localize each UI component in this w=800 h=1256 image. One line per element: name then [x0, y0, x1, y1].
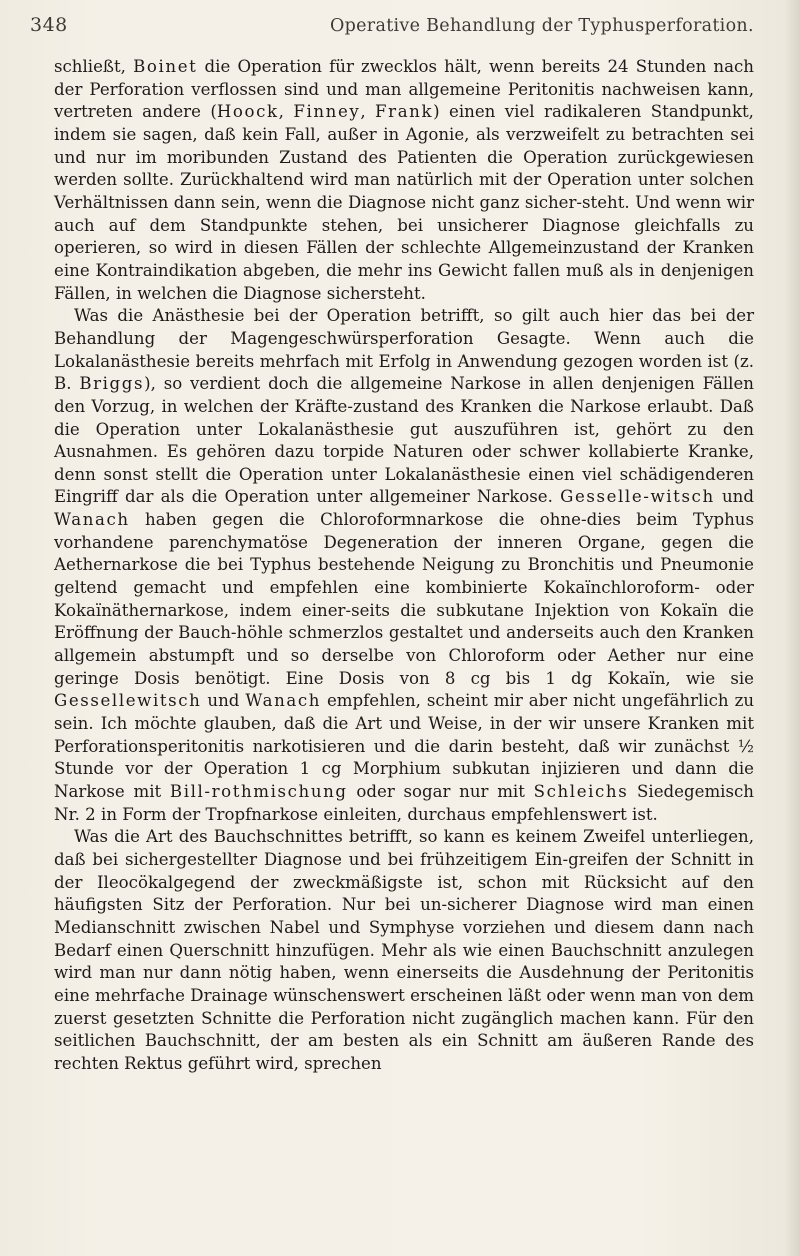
page-edge-shadow	[784, 0, 800, 1256]
text-segment: ) einen viel radikaleren Standpunkt, indem sie sagen, daß kein Fall, außer in Agonie, als verzweifelt zu betrachten sei und nur im moribunden Zustand des Patienten die Operation zurückgewiesen werden sollte. Zurückhaltend wird man natürlich mit der Operation unter solchen Verhältnissen dann sein, wenn die Diagnose nicht ganz sicher-steht. Und wenn wir auch auf dem Standpunkte stehen, bei unsicherer Diagnose gleichfalls zu operieren, so wird in diesen Fällen der schlechte Allgemeinzustand der Kranken eine Kontraindikation abgeben, die mehr ins Gewicht fallen muß als in denjenigen Fällen, in welchen die Diagnose sichersteht.	[54, 102, 754, 303]
text-segment: ), so verdient doch die allgemeine Narkose in allen denjenigen Fällen den Vorzug, in welchen der Kräfte-zustand des Kranken die Narkose erlaubt. Daß die Operation unter Lokalanästhesie gut auszuführen ist, gehört zu den Ausnahmen. Es gehören dazu torpide Naturen oder schwer kollabierte Kranke, denn sonst stellt die Operation unter Lokalanästhesie einen viel schädigenderen Eingriff dar als die Operation unter allgemeiner Narkose.	[54, 374, 754, 507]
text-segment: Was die Art des Bauchschnittes betrifft, so kann es keinem Zweifel unterliegen, daß bei sichergestellter Diagnose und bei frühzeitigem Ein-greifen der Schnitt in der Ileocökalgegend der zweckmäßigste ist, schon mit Rücksicht auf den häufigsten Sitz der Perforation. Nur bei un-sicherer Diagnose wird man einen Medianschnitt zwischen Nabel und Symphyse vorziehen und diesem dann nach Bedarf einen Querschnitt hinzufügen. Mehr als wie einen Bauchschnitt anzulegen wird man nur dann nötig haben, wenn einerseits die Ausdehnung der Peritonitis eine mehrfache Drainage wünschenswert erscheinen läßt oder wenn man von dem zuerst gesetzten Schnitte die Perforation nicht zugänglich machen kann. Für den seitlichen Bauchschnitt, der am besten als ein Schnitt am äußeren Rande des rechten Rektus geführt wird, sprechen	[54, 827, 754, 1073]
author-name: Gessellewitsch	[54, 691, 202, 711]
body-text	[54, 56, 754, 1076]
text-segment: ,	[360, 102, 376, 122]
text-segment: und	[714, 487, 754, 507]
author-name: Bill-rothmischung	[169, 782, 348, 801]
text-segment: die Operation für zwecklos hält, wenn bereits 24 Stunden nach der Perforation verflossen sind und man allgemeine Peritonitis nachweisen kann, vertreten andere (	[54, 57, 754, 122]
author-name: Wanach	[54, 510, 130, 530]
author-name: Hoock	[216, 102, 279, 122]
author-name: Boinet	[133, 57, 198, 76]
text-segment: haben gegen die Chloroformnarkose die ohne-dies beim Typhus vorhandene parenchymatöse Degeneration der inneren Organe, gegen die Aethernarkose die bei Typhus bestehende Neigung zu Bronchitis und Pneumonie geltend gemacht und empfehlen eine kombinierte Kokaïnchloroform- oder Kokaïnäthernarkose, indem einer-seits die subkutane Injektion von Kokaïn die Eröffnung der Bauch-höhle schmerzlos gestaltet und anderseits auch den Kranken allgemein abstumpft und so derselbe von Chloroform oder Aether nur eine geringe Dosis benötigt. Eine Dosis von 8 cg bis 1 dg Kokaïn, wie sie	[54, 510, 754, 688]
text-segment: ,	[278, 102, 294, 122]
text-segment: schließt,	[54, 57, 134, 76]
running-head	[30, 8, 770, 48]
author-name: Gesselle-witsch	[560, 487, 715, 507]
author-name: Finney	[293, 102, 361, 122]
text-segment: Was die Anästhesie bei der Operation betrifft, so gilt auch hier das bei der Behandlung der Magengeschwürsperforation Gesagte. Wenn auch die Lokalanästhesie bereits mehrfach mit Erfolg in Anwendung gezogen worden ist (z. B.	[54, 306, 754, 394]
paragraph-2	[54, 305, 754, 826]
author-name: Briggs	[79, 374, 145, 394]
author-name: Schleichs	[533, 782, 629, 801]
paragraph-1	[54, 56, 754, 305]
text-segment: empfehlen, scheint mir aber nicht ungefährlich zu sein. Ich möchte glauben, daß die Art und Weise, in der wir unsere Kranken mit Perforationsperitonitis narkotisieren und die darin besteht, daß wir zunächst ½ Stunde vor der Operation 1 cg Morphium subkutan injizieren und dann die Narkose mit	[54, 691, 755, 801]
text-segment: und	[201, 691, 246, 711]
paragraph-3	[54, 826, 754, 1075]
author-name: Wanach	[245, 691, 322, 711]
author-name: Frank	[375, 102, 434, 122]
text-segment: Siedegemisch Nr. 2 in Form der Tropfnarkose einleiten, durchaus empfehlenswert ist.	[54, 782, 754, 824]
page-number: 348	[30, 14, 68, 36]
running-title: Operative Behandlung der Typhusperforation.	[330, 16, 754, 36]
text-segment: oder sogar nur mit	[347, 782, 534, 801]
